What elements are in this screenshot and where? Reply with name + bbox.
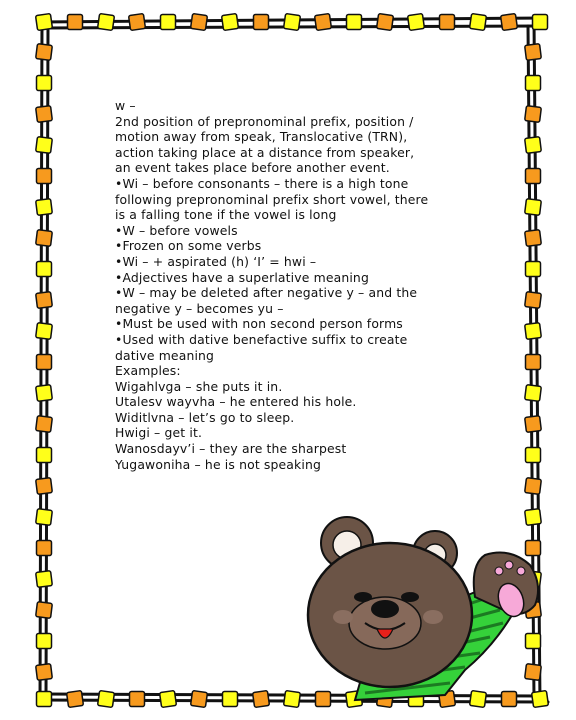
text-line: following prepronominal prefix short vowel, there [115, 191, 429, 207]
text-line: Yugawoniha – he is not speaking [115, 456, 321, 472]
text-line: an event takes place before another event. [115, 160, 390, 176]
text-line: Utalesv wayvha – he entered his hole. [115, 394, 357, 410]
text-line: •Adjectives have a superlative meaning [115, 269, 369, 285]
border-square [36, 44, 53, 61]
border-square [130, 692, 145, 707]
text-line: Widitlvna – let’s go to sleep. [115, 409, 295, 425]
text-line: •Wi – before consonants – there is a high tone [115, 175, 409, 191]
border-square [36, 14, 53, 31]
border-square [36, 478, 53, 495]
border-square [526, 355, 541, 370]
text-line: action taking place at a distance from speaker, [115, 144, 415, 160]
border-square [526, 76, 541, 91]
text-line: •Wi – + aspirated (h) ‘I’ = hwi – [115, 253, 317, 269]
border-square [37, 541, 52, 556]
text-line: •Frozen on some verbs [115, 238, 262, 254]
text-line: Examples: [115, 363, 181, 379]
border-square [526, 262, 541, 277]
border-square [67, 691, 84, 708]
border-square [36, 664, 53, 681]
border-square [525, 44, 542, 61]
text-line: Wanosdayv’i – they are the sharpest [115, 441, 347, 457]
border-square [525, 230, 542, 247]
border-square [37, 76, 52, 91]
border-square [315, 14, 332, 31]
border-square [36, 385, 53, 402]
border-square [37, 355, 52, 370]
border-square [525, 106, 542, 123]
text-line: negative y – becomes yu – [115, 300, 284, 316]
border-square [377, 14, 394, 31]
border-square [160, 691, 177, 708]
border-square [223, 692, 238, 707]
border-square [37, 169, 52, 184]
border-square [37, 634, 52, 649]
border-square [253, 691, 270, 708]
text-line: w – [115, 98, 136, 113]
border-square [525, 478, 542, 495]
border-square [284, 14, 301, 31]
border-square [525, 137, 542, 154]
border-square [347, 15, 362, 30]
border-square [470, 14, 487, 31]
border-square [254, 15, 269, 30]
border-square [36, 292, 53, 309]
text-line: Hwigi – get it. [115, 425, 203, 441]
border-square [525, 416, 542, 433]
border-square [191, 14, 208, 31]
border-square [501, 14, 518, 31]
border-square [36, 106, 53, 123]
border-square [526, 448, 541, 463]
border-square [36, 571, 53, 588]
text-line: dative meaning [115, 347, 215, 363]
teddy-bear-icon [285, 505, 555, 710]
border-square [222, 14, 239, 31]
border-square [440, 15, 455, 30]
text-line: Wigahlvga – she puts it in. [115, 378, 283, 394]
border-square [36, 416, 53, 433]
text-line: is a falling tone if the vowel is long [115, 207, 337, 223]
border-square [36, 137, 53, 154]
border-square [525, 323, 542, 340]
border-square [37, 448, 52, 463]
border-square [161, 15, 176, 30]
text-line: 2nd position of prepronominal prefix, position / [115, 113, 414, 129]
border-square [525, 199, 542, 216]
border-square [98, 691, 115, 708]
border-square [525, 292, 542, 309]
text-line: •Used with dative benefactive suffix to create [115, 331, 408, 347]
border-square [408, 14, 425, 31]
border-square [191, 691, 208, 708]
border-square [37, 692, 52, 707]
text-line: •Must be used with non second person forms [115, 316, 403, 332]
border-square [533, 15, 548, 30]
border-square [36, 230, 53, 247]
text-line: •W – may be deleted after negative y – and the [115, 285, 418, 301]
border-square [129, 14, 146, 31]
text-line: motion away from speak, Translocative (TRN), [115, 129, 408, 145]
border-square [98, 14, 115, 31]
border-square [36, 323, 53, 340]
definition-text [115, 98, 515, 472]
border-square [36, 602, 53, 619]
border-square [36, 199, 53, 216]
text-line: •W – before vowels [115, 222, 238, 238]
border-square [68, 15, 83, 30]
border-square [526, 169, 541, 184]
border-square [525, 385, 542, 402]
border-square [36, 509, 53, 526]
border-square [37, 262, 52, 277]
